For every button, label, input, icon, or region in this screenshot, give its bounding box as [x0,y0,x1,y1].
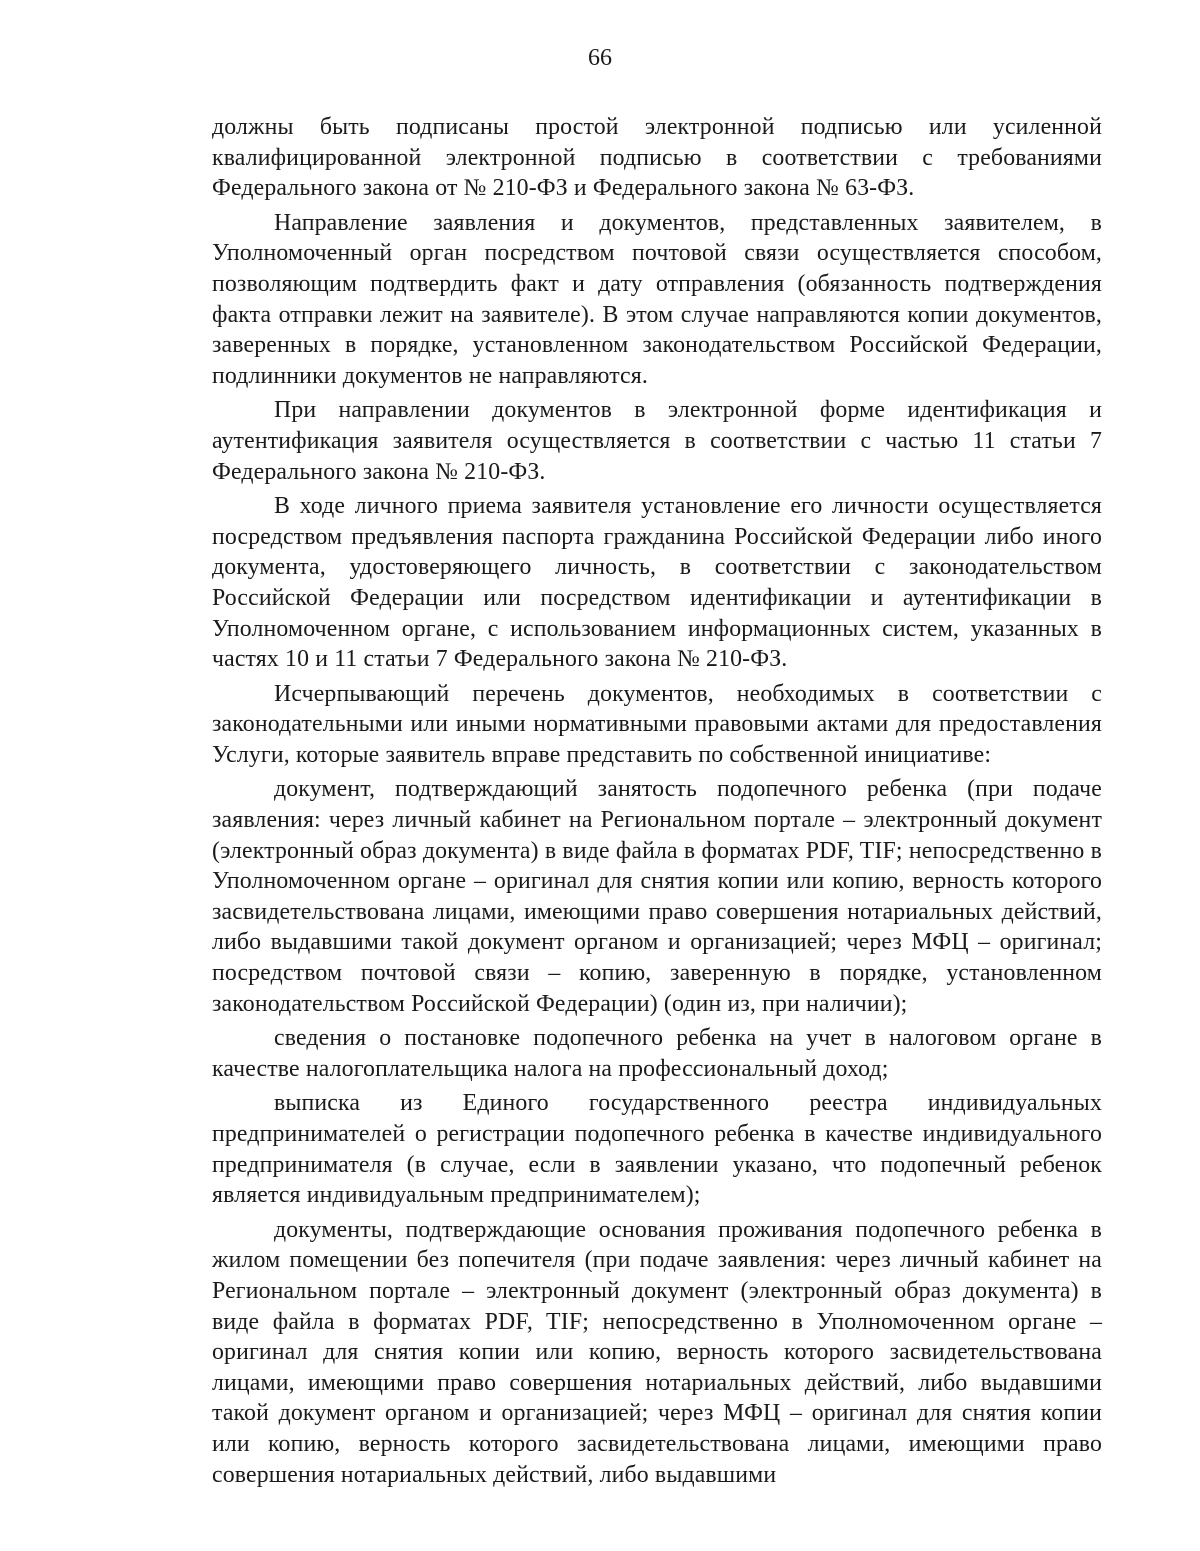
paragraph: Направление заявления и документов, представленных заявителем, в Уполномоченный орган посредством почтовой связи осуществляется способом, позволяющим подтвердить факт и дату отправления (обязанность подтверждения факта отправки лежит на заявителе). В этом случае направляются копии документов, заверенных в порядке, установленном законодательством Российской Федерации, подлинники документов не направляются. [212,209,1102,389]
document-body [212,112,1102,1494]
paragraph: выписка из Единого государственного реестра индивидуальных предпринимателей о регистрации подопечного ребенка в качестве индивидуального предпринимателя (в случае, если в заявлении указано, что подопечный ребенок является индивидуальным предпринимателем); [212,1090,1102,1209]
paragraph: документы, подтверждающие основания проживания подопечного ребенка в жилом помещении без попечителя (при подаче заявления: через личный кабинет на Региональном портале – электронный документ (электронный образ документа) в виде файла в форматах PDF, TIF; непосредственно в Уполномоченном органе – оригинал для снятия копии или копию, верность которого засвидетельствована лицами, имеющими право совершения нотариальных действий, либо выдавшими такой документ органом и организацией; через МФЦ – оригинал для снятия копии или копию, верность которого засвидетельствована лицами, имеющими право совершения нотариальных действий, либо выдавшими [212,1216,1102,1488]
paragraph: сведения о постановке подопечного ребенка на учет в налоговом органе в качестве налогоплательщика налога на профессиональный доход; [212,1025,1102,1082]
paragraph: В ходе личного приема заявителя установление его личности осуществляется посредством предъявления паспорта гражданина Российской Федерации либо иного документа, удостоверяющего личность, в соответствии с законодательством Российской Федерации или посредством идентификации и аутентификации в Уполномоченном органе, с использованием информационных систем, указанных в частях 10 и 11 статьи 7 Федерального закона № 210-ФЗ. [212,493,1102,673]
paragraph: должны быть подписаны простой электронной подписью или усиленной квалифицированной электронной подписью в соответствии с требованиями Федерального закона от № 210-ФЗ и Федерального закона № 63-ФЗ. [212,114,1102,202]
paragraph: Исчерпывающий перечень документов, необходимых в соответствии с законодательными или иными нормативными правовыми актами для предоставления Услуги, которые заявитель вправе представить по собственной инициативе: [212,680,1102,768]
paragraph: документ, подтверждающий занятость подопечного ребенка (при подаче заявления: через личный кабинет на Региональном портале – электронный документ (электронный образ документа) в виде файла в форматах PDF, TIF; непосредственно в Уполномоченном органе – оригинал для снятия копии или копию, верность которого засвидетельствована лицами, имеющими право совершения нотариальных действий, либо выдавшими такой документ органом и организацией; через МФЦ – оригинал; посредством почтовой связи – копию, заверенную в порядке, установленном законодательством Российской Федерации) (один из, при наличии); [212,776,1102,1017]
page-number: 66 [588,45,612,71]
paragraph: При направлении документов в электронной форме идентификация и аутентификация заявителя осуществляется в соответствии с частью 11 статьи 7 Федерального закона № 210-ФЗ. [212,397,1102,485]
